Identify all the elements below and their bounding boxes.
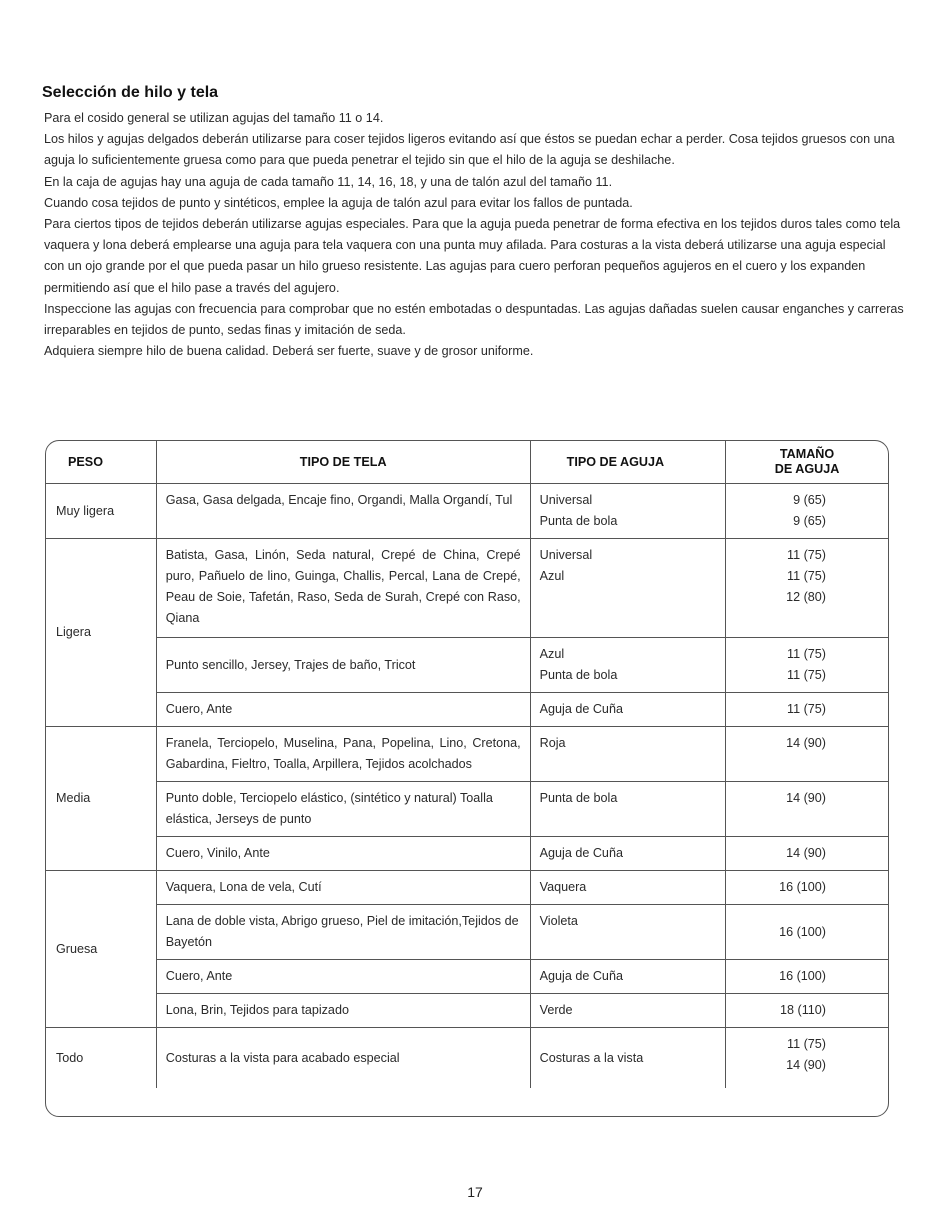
page-number: 17	[467, 1184, 483, 1200]
tamano-value: 9 (65)	[793, 493, 826, 507]
aguja-value: Azul	[539, 647, 565, 661]
tamano-cell	[726, 484, 888, 539]
aguja-cell: Vaquera	[530, 871, 725, 905]
tela-cell: Batista, Gasa, Linón, Seda natural, Crepé de China, Crepé puro, Pañuelo de lino, Guinga, Challis, Percal, Lana de Crepé, Peau de Soie, Tafetán, Raso, Seda de Surah, Crepé con Raso, Qiana	[156, 539, 530, 638]
tela-cell: Franela, Terciopelo, Muselina, Pana, Popelina, Lino, Cretona, Gabardina, Fieltro, Toalla, Arpillera, Tejidos acolchados	[156, 727, 530, 782]
tamano-cell: 14 (90)	[726, 782, 888, 837]
table-row	[46, 727, 888, 782]
aguja-cell: Punta de bola	[530, 782, 725, 837]
tamano-value: 11 (75)	[787, 647, 826, 661]
header-tamano-line1: TAMAÑO	[779, 447, 835, 461]
tela-cell: Punto doble, Terciopelo elástico, (sintético y natural) Toalla elástica, Jerseys de punto	[156, 782, 530, 837]
peso-cell: Muy ligera	[46, 484, 156, 539]
tamano-cell	[726, 1028, 888, 1089]
tamano-cell: 14 (90)	[726, 727, 888, 782]
aguja-cell: Verde	[530, 994, 725, 1028]
aguja-cell: Aguja de Cuña	[530, 693, 725, 727]
tela-cell: Lana de doble vista, Abrigo grueso, Piel de imitación,Tejidos de Bayetón	[156, 905, 530, 960]
page-heading: Selección de hilo y tela	[42, 84, 219, 101]
table-row	[46, 539, 888, 638]
tela-cell: Cuero, Vinilo, Ante	[156, 837, 530, 871]
tela-cell: Cuero, Ante	[156, 693, 530, 727]
aguja-cell	[530, 638, 725, 693]
tamano-value: 14 (90)	[786, 1058, 826, 1072]
table-row	[46, 638, 888, 693]
paragraph: Cuando cosa tejidos de punto y sintéticos, emplee la aguja de talón azul para evitar los fallos de puntada.	[44, 195, 633, 210]
paragraph: En la caja de agujas hay una aguja de cada tamaño 11, 14, 16, 18, y una de talón azul del tamaño 11.	[44, 174, 613, 189]
aguja-cell: Costuras a la vista	[530, 1028, 725, 1089]
aguja-cell: Aguja de Cuña	[530, 837, 725, 871]
tamano-cell: 16 (100)	[726, 905, 888, 960]
tamano-cell: 16 (100)	[726, 871, 888, 905]
aguja-cell: Aguja de Cuña	[530, 960, 725, 994]
aguja-value: Universal	[539, 493, 593, 507]
tamano-cell: 18 (110)	[726, 994, 888, 1028]
fabric-needle-table	[45, 440, 889, 1117]
table-header-row	[46, 441, 888, 484]
tamano-value: 11 (75)	[787, 1037, 826, 1051]
intro-text	[44, 108, 906, 362]
aguja-value: Azul	[539, 569, 565, 583]
tela-cell: Cuero, Ante	[156, 960, 530, 994]
tamano-cell: 14 (90)	[726, 837, 888, 871]
aguja-cell: Violeta	[530, 905, 725, 960]
table-row	[46, 484, 888, 539]
header-peso: PESO	[46, 441, 156, 484]
paragraph: Inspeccione las agujas con frecuencia para comprobar que no estén embotadas o despuntadas. Las agujas dañadas suelen causar enganches y carreras irreparables en tejidos de punto, sedas finas y imitación de seda.	[44, 301, 904, 338]
peso-cell: Media	[46, 727, 156, 871]
header-tipo-tela: TIPO DE TELA	[156, 441, 530, 484]
aguja-cell: Roja	[530, 727, 725, 782]
tela-cell: Punto sencillo, Jersey, Trajes de baño, Tricot	[156, 638, 530, 693]
aguja-value: Universal	[539, 548, 593, 562]
table-row	[46, 905, 888, 960]
table-row	[46, 693, 888, 727]
paragraph: Para ciertos tipos de tejidos deberán utilizarse agujas especiales. Para que la aguja pueda penetrar de forma efectiva en los tejidos duros tales como tela vaquera y lona deberá emplearse una aguja para tela vaquera con una punta muy afilada. Para costuras a la vista deberá utilizarse una aguja especial con un ojo grande por el que pueda pasar un hilo grueso resistente. Las agujas para cuero perforan pequeños agujeros en el cuero y los expanden permitiendo así que el hilo pase a través del agujero.	[44, 217, 901, 295]
tamano-value: 12 (80)	[786, 590, 826, 604]
table-row	[46, 782, 888, 837]
paragraph: Adquiera siempre hilo de buena calidad. Deberá ser fuerte, suave y de grosor uniforme.	[44, 344, 534, 359]
paragraph: Los hilos y agujas delgados deberán utilizarse para coser tejidos ligeros evitando así que éstos se puedan echar a perder. Cosa tejidos gruesos con una aguja lo suficientemente gruesa como para que pueda penetrar el tejido sin que el hilo de la aguja se deshilache.	[44, 132, 895, 168]
table-row	[46, 871, 888, 905]
header-tamano	[726, 441, 888, 484]
header-tipo-aguja: TIPO DE AGUJA	[530, 441, 725, 484]
peso-cell: Gruesa	[46, 871, 156, 1028]
table-row	[46, 960, 888, 994]
tamano-value: 11 (75)	[787, 668, 826, 682]
tela-cell: Gasa, Gasa delgada, Encaje fino, Organdi, Malla Organdí, Tul	[156, 484, 530, 539]
table-row	[46, 994, 888, 1028]
tela-cell: Lona, Brin, Tejidos para tapizado	[156, 994, 530, 1028]
aguja-value: Punta de bola	[539, 668, 618, 682]
tamano-cell	[726, 638, 888, 693]
tela-cell: Vaquera, Lona de vela, Cutí	[156, 871, 530, 905]
tela-cell: Costuras a la vista para acabado especial	[156, 1028, 530, 1089]
paragraph: Para el cosido general se utilizan agujas del tamaño 11 o 14.	[44, 111, 384, 125]
table-row	[46, 837, 888, 871]
tamano-value: 11 (75)	[787, 569, 826, 583]
aguja-value: Punta de bola	[539, 514, 618, 528]
tamano-cell	[726, 539, 888, 638]
peso-cell: Todo	[46, 1028, 156, 1089]
tamano-cell: 16 (100)	[726, 960, 888, 994]
peso-cell: Ligera	[46, 539, 156, 727]
aguja-cell	[530, 539, 725, 638]
table-row	[46, 1028, 888, 1089]
tamano-value: 11 (75)	[787, 548, 826, 562]
aguja-cell	[530, 484, 725, 539]
tamano-cell: 11 (75)	[726, 693, 888, 727]
header-tamano-line2: DE AGUJA	[774, 462, 840, 476]
tamano-value: 9 (65)	[793, 514, 826, 528]
